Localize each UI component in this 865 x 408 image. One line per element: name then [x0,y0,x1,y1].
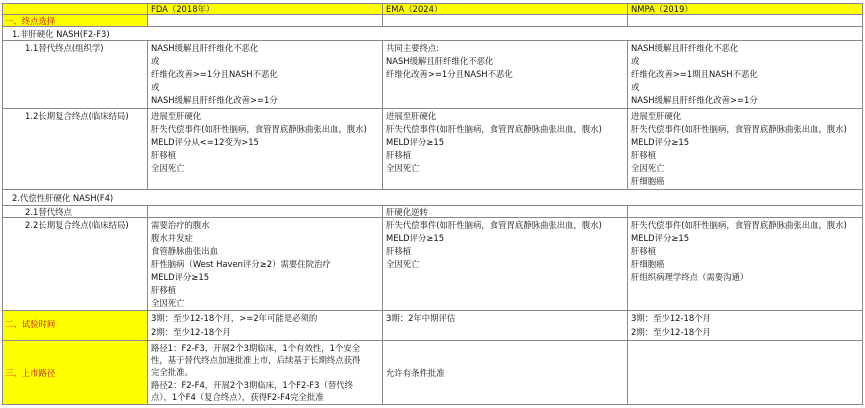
section-endpoint [2,15,148,27]
header-fda [148,3,383,15]
longterm2-label: 2.2长期复合终点(临床结局) [25,220,129,230]
cell-line: 食管静脉曲张出血 [151,246,218,256]
cell-line: NASH缓解且肝纤维化不恶化 [151,43,259,53]
cell-line: 全因死亡 [386,259,420,269]
header-ema [383,3,628,15]
cell-line: 肝硬化逆转 [386,207,428,217]
cell-line: 肝移植 [386,150,412,160]
cell-line: 肝组织病理学终点（需要沟通） [631,272,749,282]
cell-line: 全因死亡 [631,163,665,173]
section-endpoint-label: 一、终点选择 [5,16,56,26]
cell-line: MELD评分≥15 [386,233,445,243]
cell-line: 进展至肝硬化 [151,111,202,121]
cell-line: 肝失代偿事件(如肝性脑病，食管胃底静脉曲张出血，腹水) [151,124,367,134]
surrogate2-label: 2.1替代终点 [25,207,72,217]
header-fda-label: FDA（2018年） [151,4,215,14]
fda-longterm1 [148,109,383,190]
cell-line: 纤维化改善>=1期且NASH不恶化 [631,69,758,79]
nmpa-surrogate2 [628,206,863,218]
empty-cell [383,15,628,27]
ema-longterm1 [383,109,628,190]
ema-trial-time [383,311,628,341]
cell-line: MELD评分≥15 [386,137,445,147]
cell-line: 全因死亡 [386,163,420,173]
cell-line: 或 [151,56,160,66]
header-blank [2,3,148,15]
row-label-surrogate2 [2,206,148,218]
cell-line: NASH缓解且肝纤维化改善>=1分 [151,95,278,105]
cell-line: 腹水并发症 [151,233,193,243]
nmpa-surrogate1 [628,41,863,109]
cell-line: 完全批准。 [151,367,193,377]
ema-pathway [383,341,628,405]
cell-line: 肝移植 [151,150,177,160]
empty-cell [628,15,863,27]
cell-line: 2期：至少12-18个月 [631,327,711,337]
fda-longterm2 [148,218,383,311]
cell-line: 肝细胞癌 [631,176,665,186]
cell-line: 肝失代偿事件(如肝性脑病，食管胃底静脉曲张出血，腹水) [631,124,847,134]
cell-line: 肝失代偿事件(如肝性脑病，食管胃底静脉曲张出血，腹水) [386,220,602,230]
nmpa-trial-time [628,311,863,341]
cell-line: NASH缓解且肝纤维化改善>=1分 [631,95,758,105]
cell-line: 肝移植 [631,150,657,160]
cell-line: NASH缓解且肝纤维化不恶化 [631,43,739,53]
cell-line: 或 [631,56,640,66]
cell-line: 全因死亡 [151,298,185,308]
row-label-surrogate1 [2,41,148,109]
cell-line: 进展至肝硬化 [386,111,437,121]
cell-line: 共同主要终点: [386,43,440,53]
header-nmpa-label: NMPA（2019） [631,4,693,14]
cell-line: 纤维化改善>=1分且NASH不恶化 [151,69,278,79]
fda-pathway [148,341,383,405]
cell-line: 或 [151,82,160,92]
cell-line: 需要治疗的腹水 [151,220,210,230]
cell-line: 肝失代偿事件(如肝性脑病，食管胃底静脉曲张出血，腹水) [386,124,602,134]
cell-line: 允许有条件批准 [386,368,445,378]
ema-surrogate2 [383,206,628,218]
cell-line: MELD评分≥15 [631,137,690,147]
cell-line: 全因死亡 [151,163,185,173]
row-label-longterm2 [2,218,148,311]
fda-surrogate2 [148,206,383,218]
ema-surrogate1 [383,41,628,109]
section-pathway [2,341,148,405]
subsection-cirrhotic-label: 2.代偿性肝硬化 NASH(F4) [12,193,114,203]
cell-line: 进展至肝硬化 [631,111,682,121]
header-ema-label: EMA（2024） [386,4,443,14]
nmpa-longterm1 [628,109,863,190]
cell-line: 路径1：F2-F3，开展2个3期临床，1个有效性，1个安全 [151,343,361,353]
cell-line: 2期：至少12-18个月 [151,327,231,337]
section-pathway-label: 三、上市路径 [5,368,56,378]
fda-trial-time [148,311,383,341]
empty-cell [148,15,383,27]
nmpa-pathway [628,341,863,405]
cell-line: 3期：至少12-18个月 [631,313,711,323]
comparison-table [2,3,863,405]
cell-line: MELD评分≥15 [151,272,210,282]
cell-line: 性，基于替代终点加速批准上市，后续基于长期终点获得 [151,355,361,365]
longterm1-label: 1.2长期复合终点(临床结局) [25,111,129,121]
cell-line: 纤维化改善>=1分且NASH不恶化 [386,69,513,79]
surrogate1-label: 1.1替代终点(组织学) [25,43,104,53]
cell-line: MELD评分≥15 [631,233,690,243]
cell-line: 3期：2年中期评估 [386,313,456,323]
subsection-noncirrhotic [2,27,863,41]
cell-line: 或 [631,82,640,92]
nmpa-longterm2 [628,218,863,311]
subsection-noncirrhotic-label: 1.非肝硬化 NASH(F2-F3) [12,29,110,39]
cell-line: 路径2：F2-F4，开展2个3期临床，1个F2-F3（替代终 [151,380,353,390]
subsection-cirrhotic [2,190,863,206]
cell-line: MELD评分从<=12变为>15 [151,137,259,147]
cell-line: 肝失代偿事件(如肝性脑病，食管胃底静脉曲张出血，腹水) [631,220,847,230]
cell-line: 点），1个F4（复合终点），获得F2-F4完全批准 [151,392,324,402]
cell-line: 肝移植 [631,246,657,256]
ema-longterm2 [383,218,628,311]
cell-line: 肝细胞癌 [631,259,665,269]
cell-line: 肝移植 [151,285,177,295]
row-label-longterm1 [2,109,148,190]
fda-surrogate1 [148,41,383,109]
cell-line: NASH缓解且肝纤维化不恶化 [386,56,494,66]
cell-line: 3期：至少12-18个月，>=2年可能是必须的 [151,313,318,323]
section-trial-time [2,311,148,341]
cell-line: 肝性脑病（West Haven评分≥2）需要住院治疗 [151,259,331,269]
header-nmpa [628,3,863,15]
section-trial-time-label: 二、试验时间 [5,319,56,329]
cell-line: 肝移植 [386,246,412,256]
